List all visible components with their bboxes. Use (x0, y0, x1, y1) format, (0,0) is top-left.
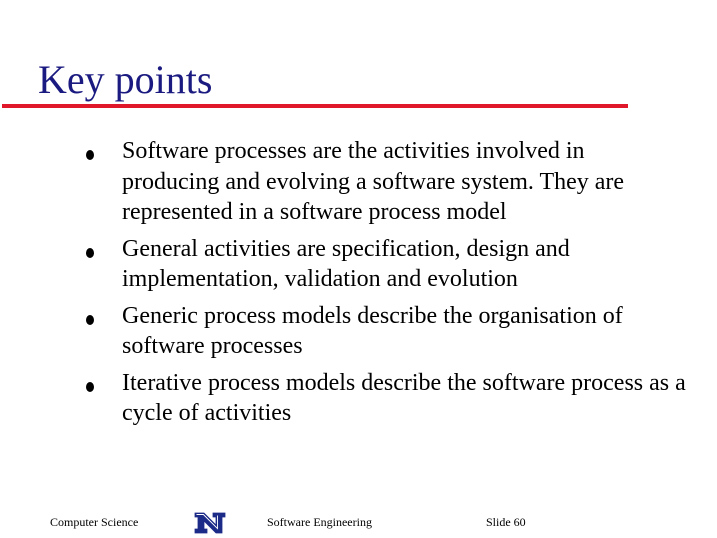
bullet-text: Software processes are the activities involved in producing and evolving a software system. They are represented in a software process model (122, 138, 625, 225)
n-logo-icon (192, 510, 228, 536)
bullet-item (0, 368, 717, 429)
bullet-item (0, 234, 717, 295)
bullet-icon (86, 315, 94, 325)
footer-department: Computer Science (50, 515, 139, 529)
slide-title: Key points (38, 57, 213, 102)
bullet-text: Iterative process models describe the software process as a cycle of activities (122, 369, 686, 426)
bullet-list (0, 136, 717, 435)
footer-course: Software Engineering (267, 515, 372, 529)
bullet-text: Generic process models describe the organisation of software processes (122, 302, 623, 359)
bullet-icon (86, 382, 94, 392)
bullet-icon (86, 150, 94, 160)
footer-slide-number: Slide 60 (486, 515, 526, 529)
bullet-item (0, 301, 717, 362)
bullet-icon (86, 248, 94, 258)
bullet-text: General activities are specification, design and implementation, validation and evolution (122, 235, 570, 292)
title-underline (2, 104, 628, 108)
bullet-item (0, 136, 717, 228)
